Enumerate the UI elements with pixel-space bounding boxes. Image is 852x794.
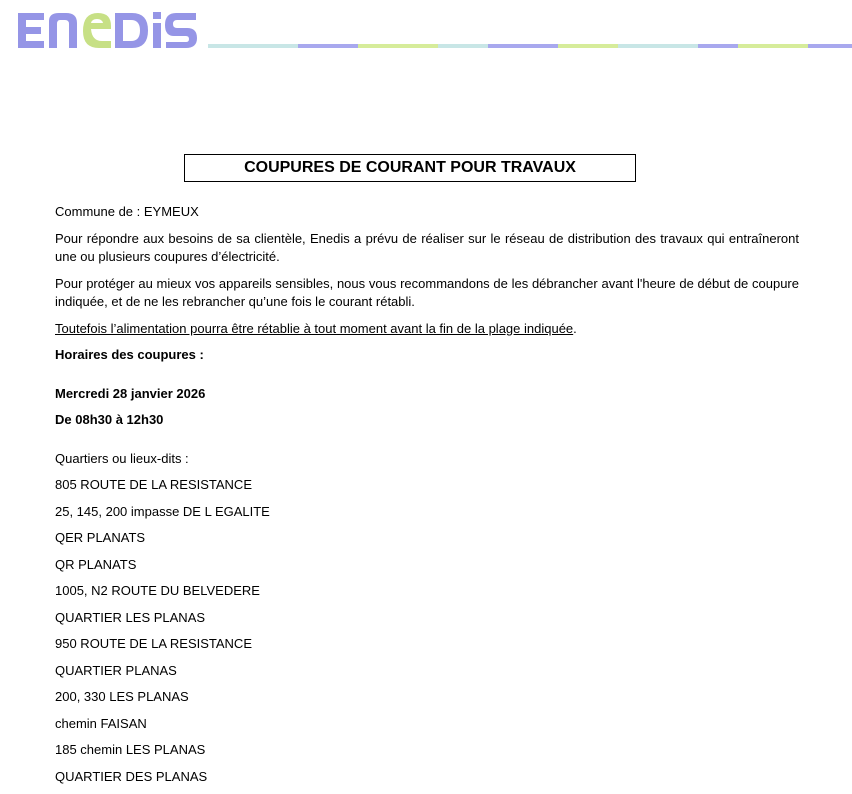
- list-item: 185 chemin LES PLANAS: [55, 742, 206, 757]
- list-item: 25, 145, 200 impasse DE L EGALITE: [55, 503, 270, 519]
- outage-time-range: De 08h30 à 12h30: [55, 412, 164, 427]
- warning-line: [55, 320, 799, 339]
- list-item: chemin FAISAN: [55, 715, 147, 731]
- places-list: [55, 476, 799, 786]
- list-item: 1005, N2 ROUTE DU BELVEDERE: [55, 583, 260, 598]
- list-item: 200, 330 LES PLANAS: [55, 689, 189, 704]
- warning-text: Toutefois l’alimentation pourra être rétablie à tout moment avant la fin de la plage indiquée: [55, 320, 574, 336]
- warning-end: .: [573, 320, 577, 336]
- commune-line: Commune de : EYMEUX: [55, 204, 199, 219]
- notice-body: [55, 203, 799, 794]
- list-item: QUARTIER PLANAS: [55, 662, 177, 678]
- outage-date: Mercredi 28 janvier 2026: [55, 385, 206, 401]
- list-item: 950 ROUTE DE LA RESISTANCE: [55, 636, 252, 651]
- schedule-heading: Horaires des coupures :: [55, 347, 204, 362]
- list-item: QER PLANATS: [55, 530, 146, 545]
- list-item: QR PLANATS: [55, 556, 137, 572]
- notice-title-text: COUPURES DE COURANT POUR TRAVAUX: [244, 159, 576, 176]
- enedis-logo: [14, 9, 202, 51]
- paragraph-works: Pour répondre aux besoins de sa clientèle, Enedis a prévu de réaliser sur le réseau de distribution des travaux qui entraîneront une ou plusieurs coupures d’électricité.: [55, 230, 799, 264]
- list-item: QUARTIER DES PLANAS: [55, 768, 208, 784]
- list-item: 805 ROUTE DE LA RESISTANCE: [55, 477, 252, 492]
- decorative-stripe: [208, 44, 852, 48]
- notice-title: [184, 154, 636, 182]
- list-item: QUARTIER LES PLANAS: [55, 609, 206, 625]
- places-heading: Quartiers ou lieux-dits :: [55, 450, 189, 466]
- paragraph-recommendation: Pour protéger au mieux vos appareils sensibles, nous vous recommandons de les débrancher avant l'heure de début de coupure indiquée, et de ne les rebrancher qu’une fois le courant rétabli.: [55, 275, 799, 309]
